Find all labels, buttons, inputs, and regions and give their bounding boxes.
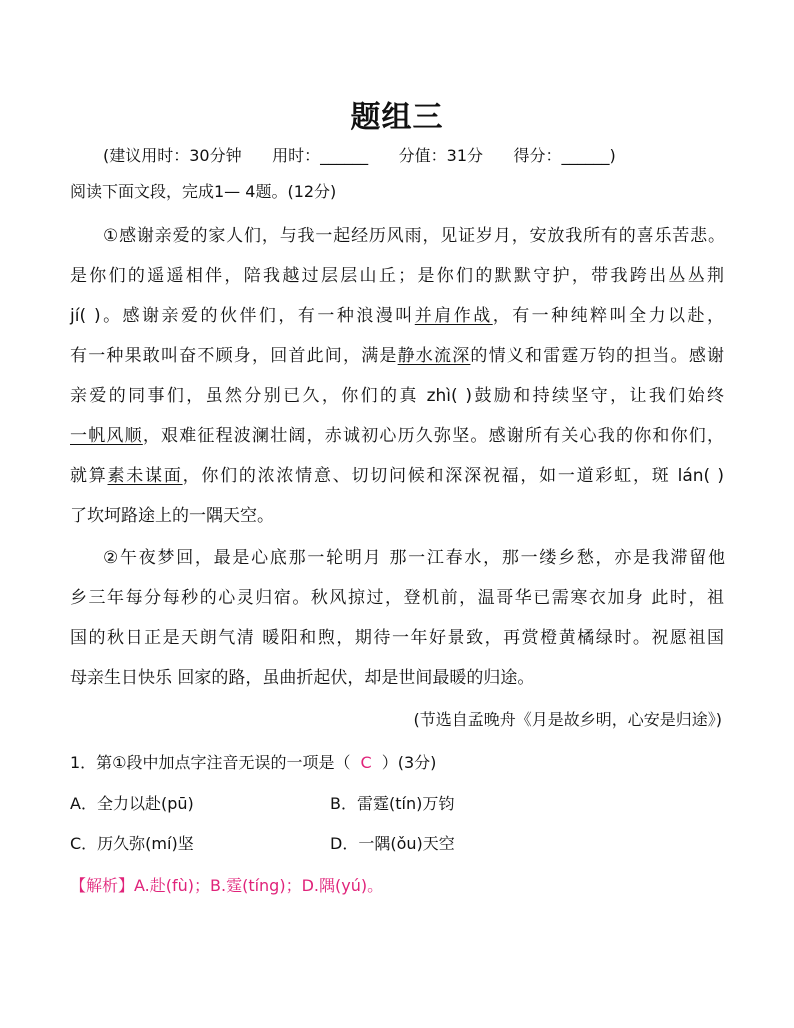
- option-c: C．历久弥(mí)坚: [70, 834, 194, 853]
- option-a: A．全力以赴(pū): [70, 794, 194, 813]
- p1-line-8: 了坎坷路途上的一隅天空。: [70, 506, 274, 526]
- question-1-options-row-2: [70, 832, 470, 856]
- p1-line-4-b: 的情义和雷霆万钧的担当。感谢: [470, 346, 725, 366]
- underlined-phrase-3: 一帆风顺: [70, 426, 143, 446]
- p2-line-4: 母亲生日快乐 回家的路，虽曲折起伏，却是世间最暖的归途。: [70, 668, 535, 688]
- question-1-stem-a: 1．第①段中加点字注音无误的一项是（: [70, 753, 351, 772]
- exam-meta-line: (建议用时：30分钟 用时：______ 分值：31分 得分：______): [103, 146, 616, 165]
- p2-line-1: ②午夜梦回，最是心底那一轮明月 那一江春水，那一缕乡愁，亦是我滞留他: [103, 548, 725, 568]
- p1-line-2: 是你们的遥遥相伴，陪我越过层层山丘；是你们的默默守护，带我跨出丛丛荆: [70, 266, 724, 286]
- question-1-analysis: 【解析】A.赴(fù)；B.霆(tíng)；D.隅(yú)。: [70, 876, 384, 895]
- underlined-phrase-1: 并肩作战: [414, 306, 493, 326]
- p1-line-6: [70, 424, 724, 448]
- p1-line-3: [70, 304, 724, 328]
- p2-line-2: 乡三年每分每秒的心灵归宿。秋风掠过，登机前，温哥华已需寒衣加身 此时，祖: [70, 588, 724, 608]
- p1-line-1: ①感谢亲爱的家人们，与我一起经历风雨，见证岁月，安放我所有的喜乐苦悲。: [103, 226, 725, 246]
- page-title: 题组三: [350, 100, 444, 135]
- question-1-stem-b: ）(3分): [381, 753, 437, 772]
- option-d: D．一隅(ǒu)天空: [330, 834, 455, 853]
- p2-line-3: 国的秋日正是天朗气清 暖阳和煦，期待一年好景致，再赏橙黄橘绿时。祝愿祖国: [70, 628, 724, 648]
- p1-line-5: 亲爱的同事们，虽然分别已久，你们的真 zhì( )鼓励和持续坚守，让我们始终: [70, 386, 724, 406]
- option-b: B．雷霆(tín)万钧: [330, 794, 455, 813]
- reading-instruction: 阅读下面文段，完成1— 4题。(12分): [70, 182, 337, 201]
- p1-line-3-b: ，有一种纯粹叫全力以赴，: [492, 306, 725, 326]
- question-1-stem: [70, 751, 436, 775]
- p1-line-7-a: 就算: [70, 466, 108, 486]
- p1-line-4: [70, 344, 724, 368]
- p1-line-7-b: ，你们的浓浓情意、切切问候和深深祝福，如一道彩虹，斑 lán( ): [182, 466, 724, 486]
- underlined-phrase-2: 静水流深: [397, 346, 471, 366]
- p1-line-6-b: ，艰难征程波澜壮阔，赤诚初心历久弥坚。感谢所有关心我的你和你们，: [142, 426, 725, 446]
- source-citation: (节选自孟晚舟《月是故乡明，心安是归途》): [413, 710, 722, 729]
- p1-line-7: [70, 464, 724, 488]
- p1-line-3-a: jí( )。感谢亲爱的伙伴们，有一种浪漫叫: [70, 306, 415, 326]
- underlined-phrase-4: 素未谋面: [107, 466, 183, 486]
- question-1-answer: C: [360, 753, 372, 772]
- p1-line-4-a: 有一种果敢叫奋不顾身，回首此间，满是: [70, 346, 398, 366]
- question-1-options-row-1: [70, 792, 470, 816]
